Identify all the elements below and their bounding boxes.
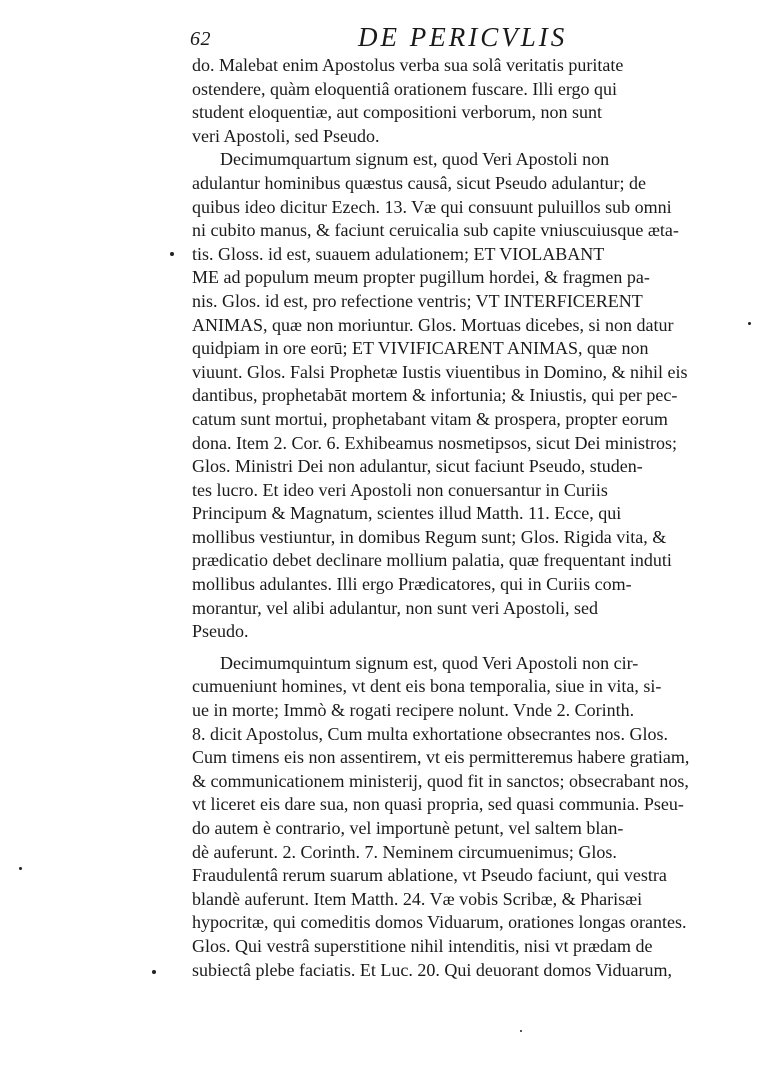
text-line: dona. Item 2. Cor. 6. Exhibeamus nosmetipsos, sicut Dei ministros; (192, 432, 677, 453)
text-line: nis. Glos. id est, pro refectione ventris; VT INTERFICERENT (192, 290, 643, 311)
ink-speck (520, 1030, 522, 1032)
text-line: morantur, vel alibi adulantur, non sunt veri Apostoli, sed (192, 597, 598, 618)
text-line: tis. Gloss. id est, suauem adulationem; ET VIOLABANT (192, 243, 605, 264)
page-number: 62 (190, 28, 211, 50)
paragraph-start-line: Decimumquartum signum est, quod Veri Apostoli non (220, 149, 610, 170)
text-line: viuunt. Glos. Falsi Prophetæ Iustis viuentibus in Domino, & nihil eis (192, 361, 688, 382)
text-line: Glos. Qui vestrâ superstitione nihil intenditis, nisi vt prædam de (192, 935, 653, 956)
text-line: student eloquentiæ, aut compositioni verborum, non sunt (192, 102, 602, 123)
text-line: catum sunt mortui, prophetabant vitam & prospera, propter eorum (192, 408, 668, 429)
text-line: ostendere, quàm eloquentiâ orationem fuscare. Illi ergo qui (192, 78, 618, 99)
ink-speck (748, 322, 751, 325)
text-line: dè auferunt. 2. Corinth. 7. Neminem circumuenimus; Glos. (192, 841, 617, 862)
text-line: blandè auferunt. Item Matth. 24. Væ vobis Scribæ, & Pharisæi (192, 888, 643, 909)
text-line: dantibus, prophetabāt mortem & infortunia; & Iniustis, qui per pec- (192, 385, 678, 406)
text-line: mollibus vestiuntur, in domibus Regum sunt; Glos. Rigida vita, & (192, 526, 667, 547)
text-line: Principum & Magnatum, scientes illud Matth. 11. Ecce, qui (192, 503, 622, 524)
body-text (192, 54, 732, 982)
text-line: prædicatio debet declinare mollium palatia, quæ frequentant induti (192, 550, 672, 571)
text-line: do autem è contrario, vel importunè petunt, vel saltem blan- (192, 818, 624, 838)
page-header (190, 22, 730, 56)
text-line: hypocritæ, qui comeditis domos Viduarum, orationes longas orantes. (192, 912, 687, 933)
text-line: cumueniunt homines, vt dent eis bona temporalia, siue in vita, si- (192, 676, 662, 697)
text-line: quidpiam in ore eorū; ET VIVIFICARENT ANIMAS, quæ non (192, 338, 649, 359)
text-line: mollibus adulantes. Illi ergo Prædicatores, qui in Curiis com- (192, 574, 632, 595)
text-line: ME ad populum meum propter pugillum hordei, & fragmen pa- (192, 267, 650, 288)
text-line: quibus ideo dicitur Ezech. 13. Væ qui consuunt puluillos sub omni (192, 196, 672, 217)
text-line: do. Malebat enim Apostolus verba sua solâ veritatis puritate (192, 55, 624, 75)
text-line: Fraudulentâ rerum suarum ablatione, vt Pseudo faciunt, qui vestra (192, 865, 667, 886)
text-line: tes lucro. Et ideo veri Apostoli non conuersantur in Curiis (192, 479, 608, 500)
text-line: & communicationem ministerij, quod fit in sanctos; obsecrabant nos, (192, 770, 689, 791)
text-line: vt liceret eis dare sua, non quasi propria, sed quasi communia. Pseu- (192, 794, 684, 815)
paragraph-start-line: Decimumquintum signum est, quod Veri Apostoli non cir- (220, 652, 639, 673)
ink-speck (170, 252, 174, 256)
ink-speck (19, 867, 22, 870)
text-line: Cum timens eis non assentirem, vt eis permitteremus habere gratiam, (192, 747, 690, 768)
text-line: subiectâ plebe faciatis. Et Luc. 20. Qui deuorant domos Viduarum, (192, 959, 672, 980)
text-line: ANIMAS, quæ non moriuntur. Glos. Mortuas dicebes, si non datur (192, 314, 674, 335)
text-line: ue in morte; Immò & rogati recipere nolunt. Vnde 2. Corinth. (192, 700, 635, 721)
text-line: 8. dicit Apostolus, Cum multa exhortatione obsecrantes nos. Glos. (192, 723, 668, 744)
text-line: veri Apostoli, sed Pseudo. (192, 125, 380, 146)
text-line: adulantur hominibus quæstus causâ, sicut Pseudo adulantur; de (192, 172, 646, 193)
text-line: Glos. Ministri Dei non adulantur, sicut faciunt Pseudo, studen- (192, 456, 643, 477)
text-line: Pseudo. (192, 621, 249, 642)
running-head: DE PERICVLIS (358, 22, 568, 52)
text-line: ni cubito manus, & faciunt ceruicalia sub capite vniuscuiusque æta- (192, 220, 679, 241)
ink-speck (152, 970, 156, 974)
